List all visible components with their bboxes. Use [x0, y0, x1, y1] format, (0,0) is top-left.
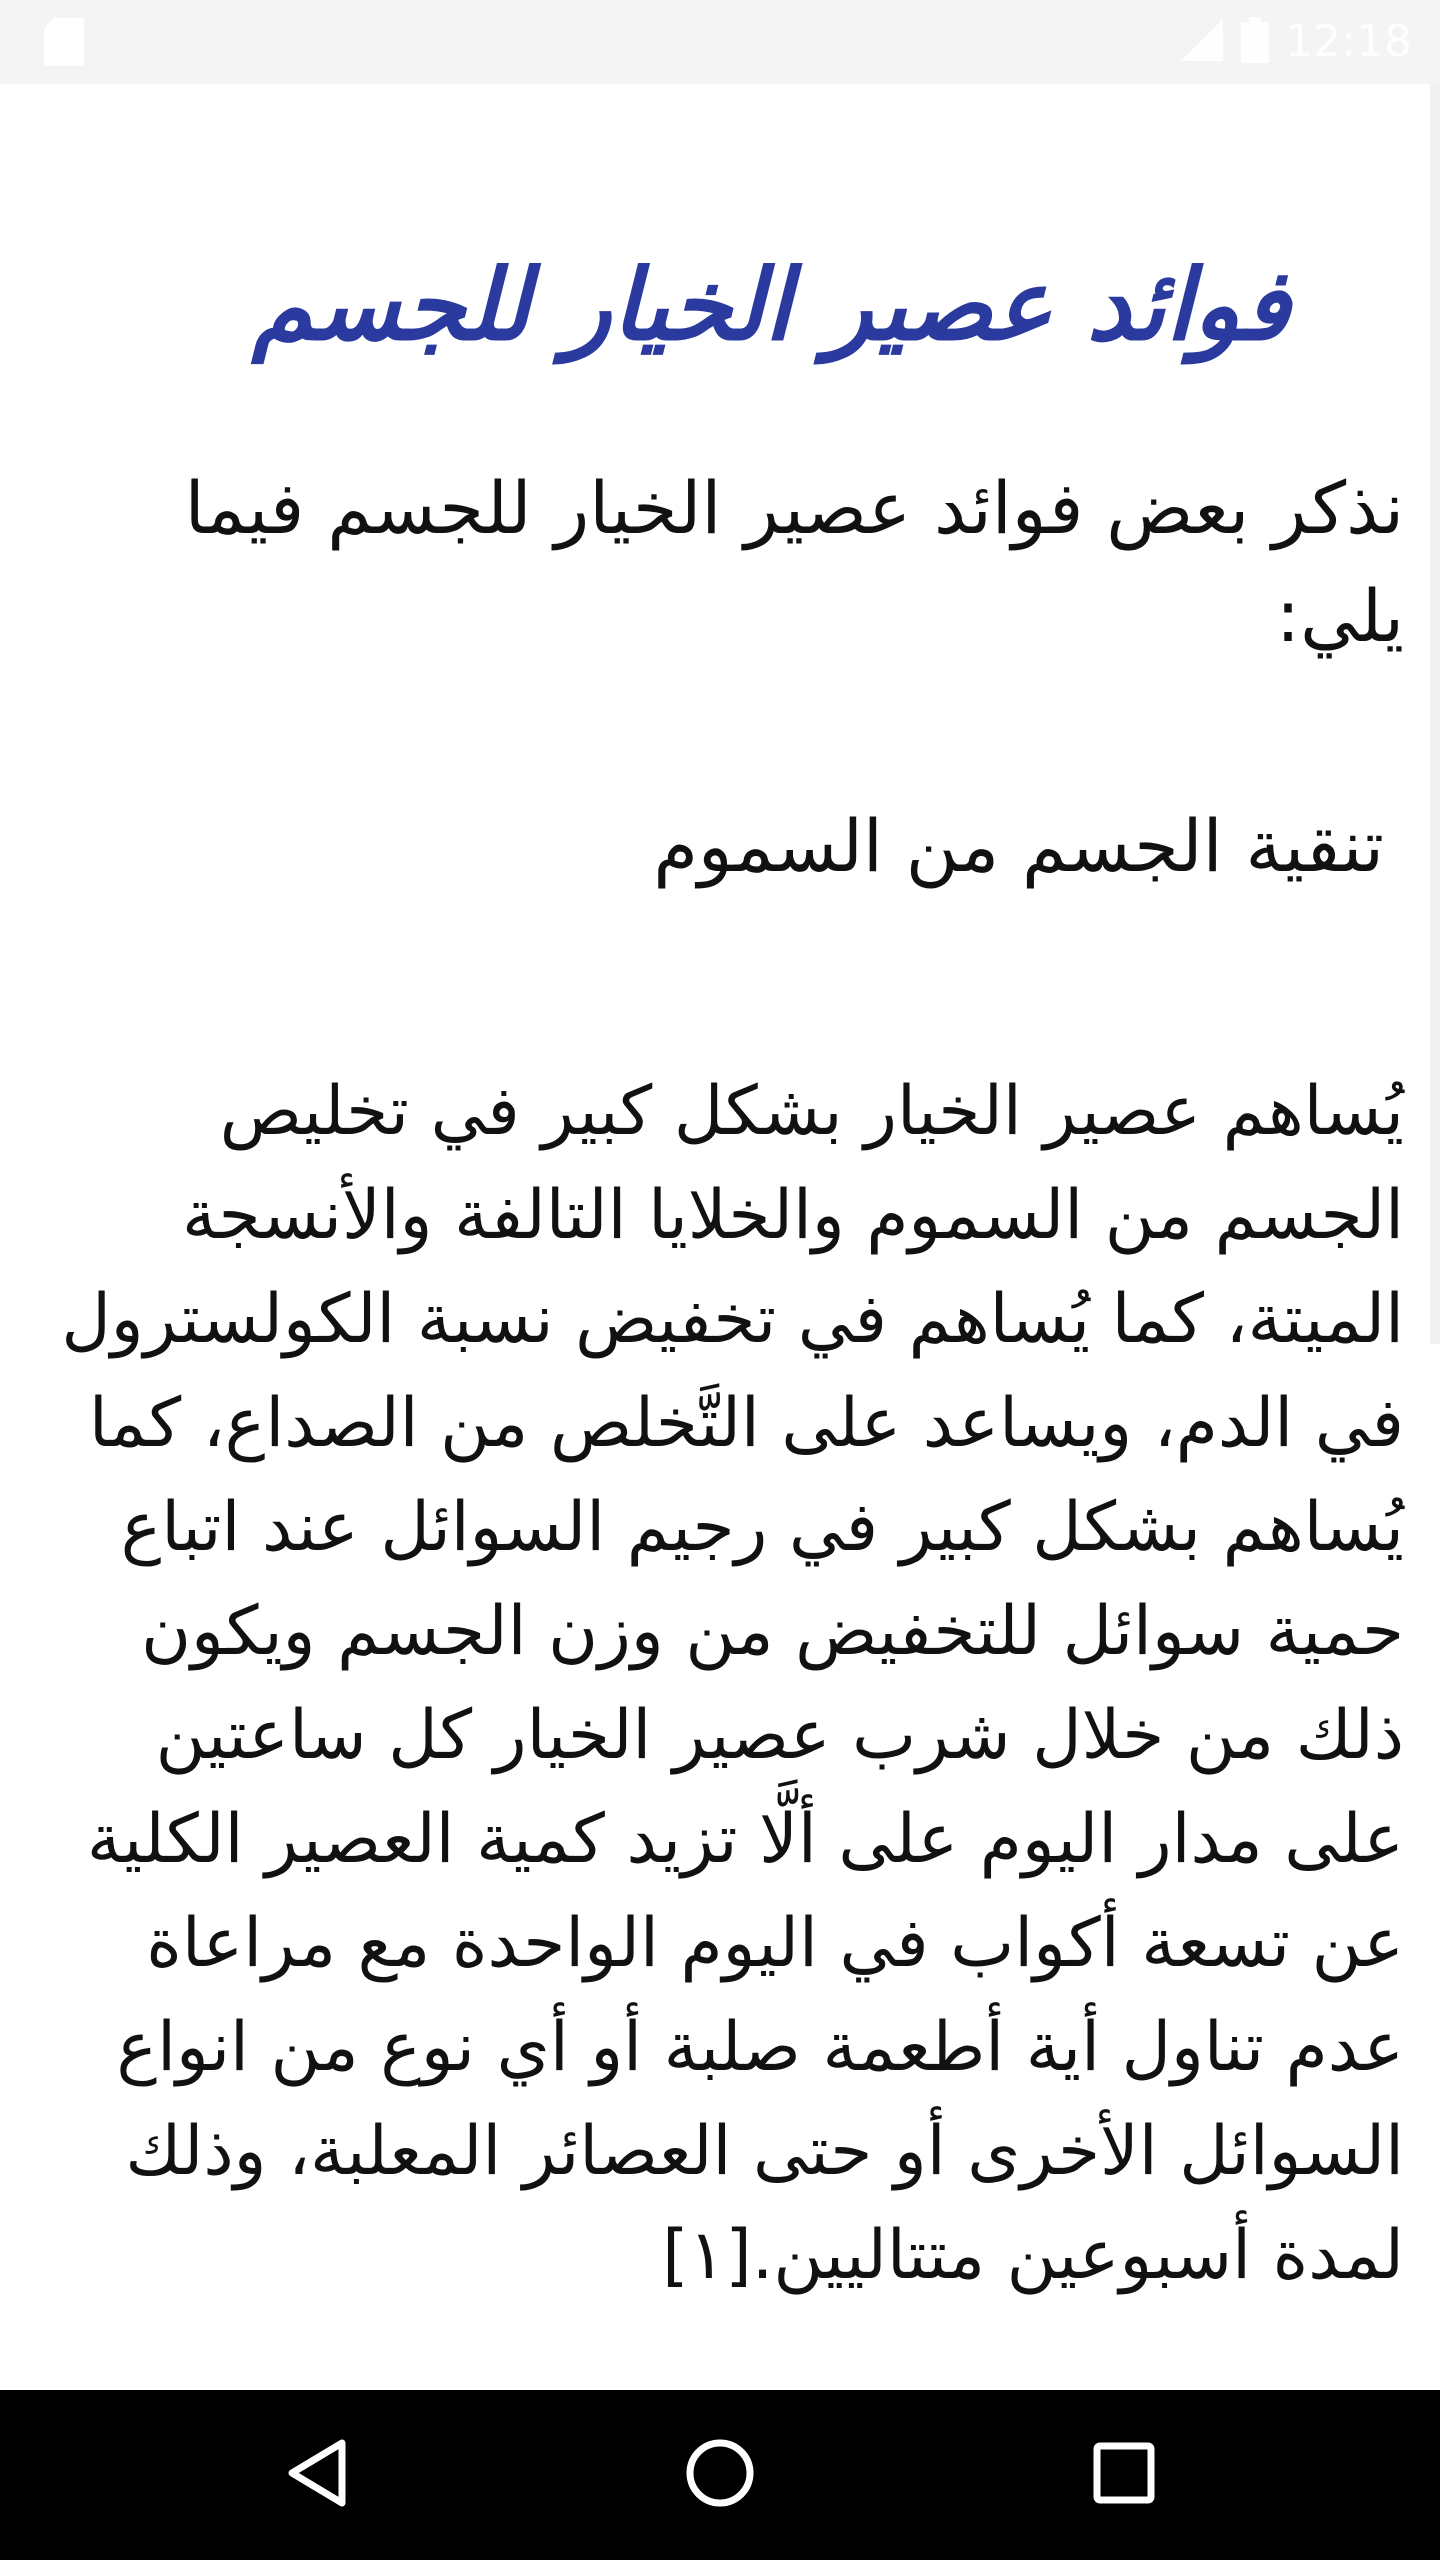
recents-button[interactable] — [1074, 2425, 1174, 2525]
page-title: فوائد عصير الخيار للجسم — [251, 249, 1290, 363]
back-button[interactable] — [266, 2425, 366, 2525]
home-button[interactable] — [670, 2425, 770, 2525]
navigation-bar — [0, 2390, 1440, 2560]
section-heading: تنقية الجسم من السموم — [653, 804, 1384, 888]
home-icon — [684, 2437, 756, 2513]
signal-icon — [1179, 17, 1225, 67]
battery-icon — [1241, 17, 1269, 67]
sd-card-icon — [44, 18, 84, 66]
article-content — [0, 84, 1440, 2390]
status-time: 12:18 — [1285, 16, 1412, 67]
intro-paragraph: نذكر بعض فوائد عصير الخيار للجسم فيما يلي: — [184, 466, 1404, 658]
body-paragraph: يُساهم عصير الخيار بشكل كبير في تخليص الجسم من السموم والخلايا التالفة والأنسجة الميتة، كما يُساهم في تخفيض نسبة الكولسترول في الدم، ويساعد على التَّخلص من الصداع، كما يُساهم بشكل كبير في رجيم السوائل عند اتباع حمية سوائل للتخفيض من وزن الجسم ويكون ذلك من خلال شرب عصير الخيار كل ساعتين على مدار اليوم على ألَّا تزيد كمية العصير الكلية عن تسعة أكواب في اليوم الواحدة مع مراعاة عدم تناول أية أطعمة صلبة أو أي نوع من انواع السوائل الأخرى أو حتى العصائر المعلبة، وذلك لمدة أسبوعين متتاليين.[١] — [61, 1072, 1404, 2295]
status-indicators — [1179, 10, 1412, 74]
recents-icon — [1093, 2442, 1155, 2508]
back-icon — [284, 2437, 348, 2513]
status-bar — [0, 0, 1440, 84]
